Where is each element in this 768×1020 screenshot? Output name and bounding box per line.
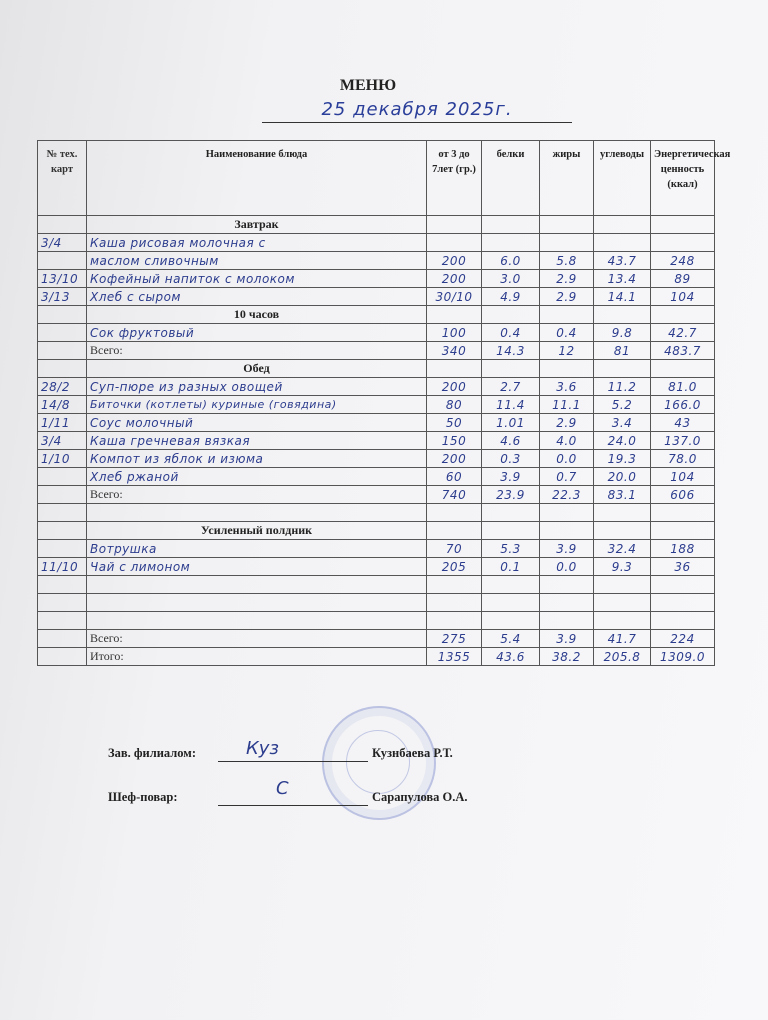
fat: 38.2 xyxy=(540,648,594,666)
dish-name: Соус молочный xyxy=(87,414,427,432)
fat: 5.8 xyxy=(540,252,594,270)
carbs: 3.4 xyxy=(594,414,651,432)
section-breakfast: Завтрак xyxy=(87,216,427,234)
fat: 3.9 xyxy=(540,540,594,558)
stamp-center xyxy=(346,730,410,794)
protein: 3.0 xyxy=(482,270,540,288)
dish-name: Каша гречневая вязкая xyxy=(87,432,427,450)
dish-name: Суп-пюре из разных овощей xyxy=(87,378,427,396)
protein: 0.4 xyxy=(482,324,540,342)
energy: 36 xyxy=(651,558,715,576)
table-row xyxy=(38,378,715,396)
protein: 4.6 xyxy=(482,432,540,450)
table-row xyxy=(38,414,715,432)
carbs: 24.0 xyxy=(594,432,651,450)
table-row xyxy=(38,540,715,558)
carbs: 41.7 xyxy=(594,630,651,648)
fat: 0.7 xyxy=(540,468,594,486)
tech-card-number xyxy=(38,468,87,486)
energy: 166.0 xyxy=(651,396,715,414)
total-row xyxy=(38,342,715,360)
fat: 11.1 xyxy=(540,396,594,414)
energy: 104 xyxy=(651,288,715,306)
dish-name-cont: маслом сливочным xyxy=(87,252,427,270)
chef-signature: С xyxy=(276,778,289,799)
empty-row xyxy=(38,576,715,594)
fat: 2.9 xyxy=(540,270,594,288)
protein: 5.4 xyxy=(482,630,540,648)
energy: 89 xyxy=(651,270,715,288)
menu-table xyxy=(37,140,731,666)
table-row xyxy=(38,432,715,450)
empty-row xyxy=(38,504,715,522)
portion: 50 xyxy=(427,414,482,432)
portion: 80 xyxy=(427,396,482,414)
portion: 60 xyxy=(427,468,482,486)
portion: 1355 xyxy=(427,648,482,666)
tech-card-number: 1/10 xyxy=(38,450,87,468)
protein: 3.9 xyxy=(482,468,540,486)
protein: 6.0 xyxy=(482,252,540,270)
table-row xyxy=(38,396,715,414)
tech-card-number: 13/10 xyxy=(38,270,87,288)
head-label: Зав. филиалом: xyxy=(108,746,196,760)
portion: 150 xyxy=(427,432,482,450)
head-signature: Куз xyxy=(246,738,280,759)
protein: 1.01 xyxy=(482,414,540,432)
fat: 0.0 xyxy=(540,450,594,468)
protein: 11.4 xyxy=(482,396,540,414)
dish-name: Хлеб ржаной xyxy=(87,468,427,486)
energy: 42.7 xyxy=(651,324,715,342)
total-label: Всего: xyxy=(87,342,427,360)
energy: 1309.0 xyxy=(651,648,715,666)
section-row xyxy=(38,360,715,378)
energy: 188 xyxy=(651,540,715,558)
section-row xyxy=(38,306,715,324)
chef-sign-line xyxy=(218,805,368,806)
protein: 4.9 xyxy=(482,288,540,306)
energy: 606 xyxy=(651,486,715,504)
table-header-row xyxy=(38,141,715,216)
portion: 200 xyxy=(427,252,482,270)
fat: 0.0 xyxy=(540,558,594,576)
table-row xyxy=(38,234,715,252)
portion: 340 xyxy=(427,342,482,360)
tech-card-number: 3/4 xyxy=(38,432,87,450)
total-row xyxy=(38,486,715,504)
head-name: Кузнбаева Р.Т. xyxy=(372,746,453,760)
portion: 30/10 xyxy=(427,288,482,306)
portion: 100 xyxy=(427,324,482,342)
chef-label: Шеф-повар: xyxy=(108,790,178,804)
carbs: 81 xyxy=(594,342,651,360)
table-row xyxy=(38,252,715,270)
energy: 78.0 xyxy=(651,450,715,468)
carbs: 205.8 xyxy=(594,648,651,666)
total-row xyxy=(38,630,715,648)
carbs: 5.2 xyxy=(594,396,651,414)
header-protein: белки xyxy=(482,141,540,216)
dish-name: Чай с лимоном xyxy=(87,558,427,576)
header-num: № тех. карт xyxy=(38,141,87,216)
header-fat: жиры xyxy=(540,141,594,216)
carbs: 13.4 xyxy=(594,270,651,288)
protein: 0.1 xyxy=(482,558,540,576)
dish-name: Компот из яблок и изюма xyxy=(87,450,427,468)
portion: 200 xyxy=(427,270,482,288)
energy: 224 xyxy=(651,630,715,648)
chef-name: Сарапулова О.А. xyxy=(372,790,468,804)
dish-name: Сок фруктовый xyxy=(87,324,427,342)
table-row xyxy=(38,270,715,288)
head-sign-line xyxy=(218,761,368,762)
carbs: 43.7 xyxy=(594,252,651,270)
protein: 23.9 xyxy=(482,486,540,504)
portion: 205 xyxy=(427,558,482,576)
empty-row xyxy=(38,612,715,630)
header-carbs: углеводы xyxy=(594,141,651,216)
tech-card-number: 1/11 xyxy=(38,414,87,432)
table-row xyxy=(38,288,715,306)
dish-name: Кофейный напиток с молоком xyxy=(87,270,427,288)
empty-row xyxy=(38,594,715,612)
energy: 483.7 xyxy=(651,342,715,360)
protein: 5.3 xyxy=(482,540,540,558)
tech-card-number: 3/13 xyxy=(38,288,87,306)
tech-card-number xyxy=(38,540,87,558)
table-row xyxy=(38,558,715,576)
fat: 0.4 xyxy=(540,324,594,342)
protein: 2.7 xyxy=(482,378,540,396)
tech-card-number: 14/8 xyxy=(38,396,87,414)
fat: 22.3 xyxy=(540,486,594,504)
header-name: Наименование блюда xyxy=(87,141,427,216)
energy: 248 xyxy=(651,252,715,270)
fat: 12 xyxy=(540,342,594,360)
total-label: Всего: xyxy=(87,486,427,504)
table-row xyxy=(38,468,715,486)
protein: 0.3 xyxy=(482,450,540,468)
fat: 4.0 xyxy=(540,432,594,450)
portion: 740 xyxy=(427,486,482,504)
carbs: 20.0 xyxy=(594,468,651,486)
energy: 104 xyxy=(651,468,715,486)
protein: 43.6 xyxy=(482,648,540,666)
tech-card-number: 11/10 xyxy=(38,558,87,576)
page-title: МЕНЮ xyxy=(339,77,397,94)
menu-date: 25 декабря 2025г. xyxy=(262,98,572,123)
fat: 2.9 xyxy=(540,288,594,306)
grand-total-label: Итого: xyxy=(87,648,427,666)
energy: 43 xyxy=(651,414,715,432)
carbs: 32.4 xyxy=(594,540,651,558)
energy: 137.0 xyxy=(651,432,715,450)
carbs: 19.3 xyxy=(594,450,651,468)
portion: 275 xyxy=(427,630,482,648)
header-portion: от 3 до 7лет (гр.) xyxy=(427,141,482,216)
carbs: 9.3 xyxy=(594,558,651,576)
table-row xyxy=(38,450,715,468)
carbs: 14.1 xyxy=(594,288,651,306)
section-lunch: Обед xyxy=(87,360,427,378)
carbs: 83.1 xyxy=(594,486,651,504)
portion: 200 xyxy=(427,378,482,396)
dish-name: Вотрушка xyxy=(87,540,427,558)
tech-card-number: 28/2 xyxy=(38,378,87,396)
table-row xyxy=(38,324,715,342)
section-row xyxy=(38,216,715,234)
portion: 200 xyxy=(427,450,482,468)
energy: 81.0 xyxy=(651,378,715,396)
dish-name: Каша рисовая молочная с xyxy=(87,234,427,252)
fat: 2.9 xyxy=(540,414,594,432)
portion: 70 xyxy=(427,540,482,558)
section-ten: 10 часов xyxy=(87,306,427,324)
section-row xyxy=(38,522,715,540)
header-energy: Энергетическая ценность (ккал) xyxy=(651,141,715,216)
tech-card-number: 3/4 xyxy=(38,234,87,252)
section-snack: Усиленный полдник xyxy=(87,522,427,540)
grand-total-row xyxy=(38,648,715,666)
total-label: Всего: xyxy=(87,630,427,648)
dish-name: Биточки (котлеты) куриные (говядина) xyxy=(87,396,427,414)
dish-name: Хлеб с сыром xyxy=(87,288,427,306)
protein: 14.3 xyxy=(482,342,540,360)
carbs: 9.8 xyxy=(594,324,651,342)
tech-card-number xyxy=(38,324,87,342)
fat: 3.9 xyxy=(540,630,594,648)
carbs: 11.2 xyxy=(594,378,651,396)
fat: 3.6 xyxy=(540,378,594,396)
